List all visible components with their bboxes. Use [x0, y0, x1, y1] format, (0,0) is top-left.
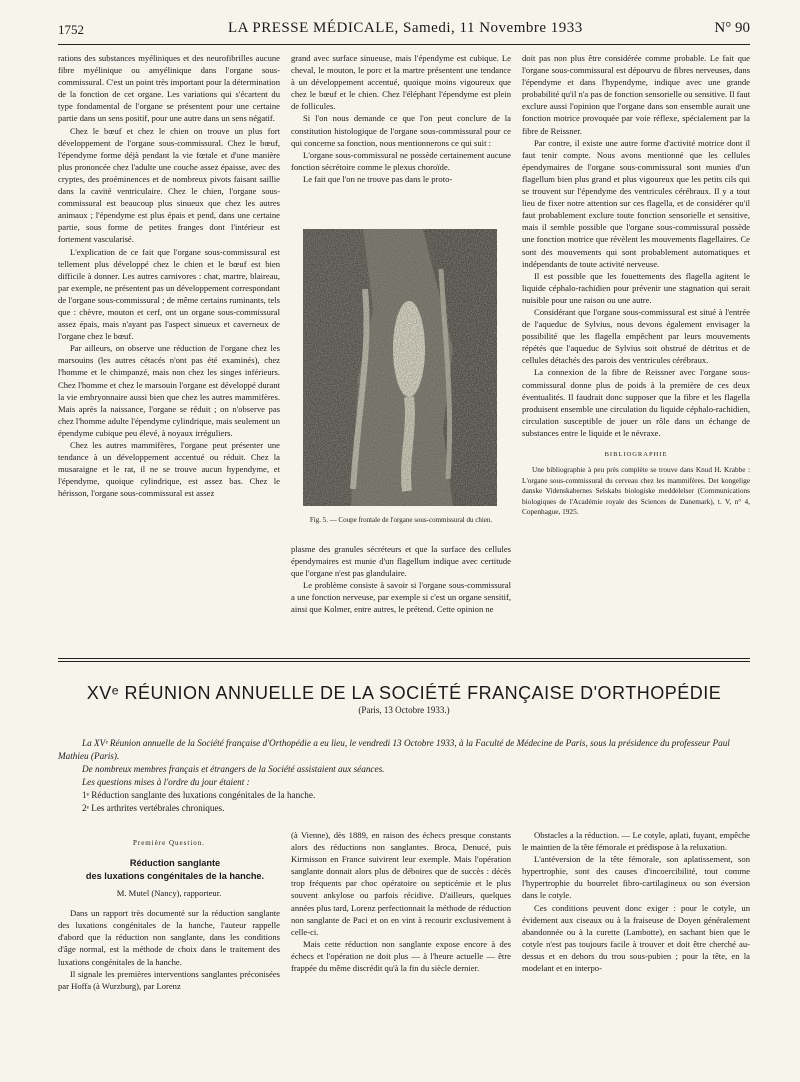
paragraph: L'organe sous-commissural ne possède certainement aucune fonction sécrétoire comme le plexus choroïde. [291, 149, 511, 172]
report-column-3 [522, 829, 750, 974]
paragraph: rations des substances myéliniques et des neurofibrilles aucune fibre myélinique ou amyélinique dans l'organe sous-commissural. C'est un point très important pour la détermination de la fonction de cet organe. Les variations qui s'écartent du type fondamental de l'organe se présentent pour une certaine partie dans un sens positif, pour une autre dans un sens négatif. [58, 53, 280, 124]
paragraph: Chez les autres mammifères, l'organe peut présenter une tendance à un développement accentué ou réduit. Chez la musaraigne et le rat, il ne se trouve aucun hypendyme, et l'épendyme, quoique cylindrique, est assez bas. Chez le hérisson, l'organe sous-commissural est assez [58, 440, 280, 499]
agenda-item: 1ᵉ Réduction sanglante des luxations congénitales de la hanche. [82, 790, 316, 800]
figure-caption: Fig. 5. — Coupe frontale de l'organe sous-commissural du chien. [309, 516, 493, 524]
report-title: Réduction sanglante [129, 858, 221, 869]
paragraph: Obstacles a la réduction. — Le cotyle, aplati, fuyant, empêche le maintien de la tête fémorale et prédispose à la reluxation. [522, 830, 750, 853]
report-column-1 [58, 837, 280, 992]
paragraph: Chez le bœuf et chez le chien on trouve un plus fort développement de l'organe sous-commissural. Chez le bœuf, l'épendyme forme déjà pendant la vie fœtale et d'une manière plus prononcée chez l'adulte une couche assez épaisse, avec des cryptes, des proéminences et de nombreux pivots faisant saillie dans la cavité ventriculaire. Chez le chien, l'organe sous-commissural est beaucoup plus sinueux que chez les autres animaux ; l'épendyme est plus épais et pend, dans une certaine partie, sous forme de petites franges dont l'intérieur est fortement vascularisé. [58, 125, 280, 245]
article-column-2-top [291, 52, 511, 185]
section-subtitle: (Paris, 13 Octobre 1933.) [358, 705, 450, 715]
paragraph: Par ailleurs, on observe une réduction de l'organe chez les marsouins (les autres cétacés n'ont pas été examinés), chez l'homme et le chimpanzé, mais non chez les singes inférieurs. Chez l'homme et chez le marsouin l'organe est développé durant la vie embryonnaire aussi bien que chez les autres mammifères. Mais après la naissance, l'organe se réduit ; on n'observe pas chez l'homme adulte l'épendyme cylindrique, mais seulement un épendyme cubique peu élevé, à noyaux irréguliers. [58, 343, 280, 438]
intro-paragraph: De nombreux membres français et étrangers de la Société assistaient aux séances. [82, 764, 385, 774]
paragraph: Considérant que l'organe sous-commissural est situé à l'entrée de l'aqueduc de Sylvius, nous devons également envisager la possibilité que les flagella empêchent par leurs mouvements répétés que l'aqueduc de Sylvius soit obstrué de détritus et de cellules détachés des parois des ventricules cérébraux. [522, 306, 750, 366]
paragraph: Par contre, il existe une autre forme d'activité motrice dont il faut tenir compte. Nous avons mentionné que les cellules épendymaires de l'organe sous-commissural sont munies d'un flagellum bien plus grand et plus vigoureux que les petits cils qui se trouvent sur l'épendyme des ventricules cérébraux. Il y a tout lieu de fixer notre attention sur ces flagella, et de considérer qu'il faut probablement exclure toute fonction sensorielle et sensitive, mais il semble possible que l'organe sous-commissural possède une fonction motrice que révèlent les mouvements flagellaires. Ce sont des mouvements qui sont probablement automatiques et indépendants de toute activité nerveuse. [522, 137, 750, 269]
intro-paragraph: La XVᵉ Réunion annuelle de la Société française d'Orthopédie a eu lieu, le vendredi 13 Octobre 1933, à la Faculté de Médecine de Paris, sous la présidence du professeur Paul Mathieu (Paris). [58, 738, 730, 761]
section-title: XVᵉ RÉUNION ANNUELLE DE LA SOCIÉTÉ FRANÇAISE D'ORTHOPÉDIE [86, 683, 722, 703]
paragraph: Ces conditions peuvent donc exiger : pour le cotyle, un évidement aux ciseaux ou à la fraiseuse de Doyen généralement abandonnée ou à la curette (Lambotte), en sachant bien que le cotyle n'est pas toujours facile à trouver et doit être cherché au-dessus et en dehors du trou sous-pubien ; pour la tête, en la modelant et en interpo- [522, 902, 750, 974]
section-rule [58, 658, 750, 659]
issue-date: Samedi, 11 Novembre 1933 [403, 20, 583, 36]
paragraph: La connexion de la fibre de Reissner avec l'organe sous-commissural donne plus de poids à la première de ces deux éventualités. Il faudrait donc supposer que la fibre et les flagella produisent ensemble une circulation du liquide céphalo-rachidien, circulation susceptible de jouer un rôle dans un échange de substances entre le liquide et le névraxe. [522, 367, 750, 438]
article-column-1 [58, 52, 280, 499]
paragraph: Dans un rapport très documenté sur la réduction sanglante des luxations congénitales de la hanche, l'auteur rappelle d'abord que la réduction non sanglante, dans les conditions d'âge normal, est la méthode de choix dans le traitement des luxations congénitales de la hanche. [58, 908, 280, 967]
page-number: 1752 [58, 22, 84, 37]
report-author: M. Mutel (Nancy), rapporteur. [116, 888, 222, 899]
paragraph: Si l'on nous demande ce que l'on peut conclure de la constitution histologique de l'organe sous-commissural pour ce qui concerne sa fonction, nous mentionnerons ce qui suit : [291, 113, 511, 148]
bibliography-heading: BIBLIOGRAPHIE [604, 451, 668, 458]
report-title: des luxations congénitales de la hanche. [85, 871, 265, 882]
header-rule [58, 44, 750, 45]
paragraph: grand avec surface sinueuse, mais l'épendyme est cubique. Le cheval, le mouton, le porc et la martre présentent une tendance à un développement accentué, quoique moins vigoureux que chez le bœuf et le chien. Chez l'éléphant l'épendyme est plein de follicules. [291, 53, 511, 112]
paragraph: Mais cette réduction non sanglante expose encore à des échecs et l'opération ne doit plus — à l'heure actuelle — être frappée du même discrédit qu'à la fin du siècle dernier. [291, 938, 511, 974]
bibliography [522, 465, 750, 518]
meeting-intro [58, 737, 750, 815]
paragraph: Il signale les premières interventions sanglantes préconisées par Hoffa (à Wurzburg), par Lorenz [58, 968, 280, 991]
paragraph: Il est possible que les fouettements des flagella agitent le liquide céphalo-rachidien pour prévenir une stagnation qui serait nuisible pour une raison ou une autre. [522, 270, 750, 305]
journal-title: LA PRESSE MÉDICALE, Samedi, 11 Novembre 1933 [228, 20, 583, 36]
section-rule-double [58, 661, 750, 662]
issue-number: N° 90 [714, 20, 750, 36]
histology-figure [303, 229, 497, 506]
paragraph: Le fait que l'on ne trouve pas dans le proto- [303, 173, 453, 184]
article-column-3 [522, 52, 750, 518]
paragraph: plasme des granules sécréteurs et que la surface des cellules épendymaires est munie d'un flagellum indique avec certitude que l'organe n'est pas glandulaire. [291, 544, 511, 579]
article-column-2-bottom [291, 543, 511, 616]
paragraph: L'explication de ce fait que l'organe sous-commissural est tellement plus développé chez le chien et le bœuf est bien difficile à donner. Les autres carnivores : chat, martre, blaireau, par exemple, ne présentent pas un développement correspondant de l'organe sous-commissural ; de même certains ruminants, tels que : chèvre, mouton et cerf, ont un organe sous-commissural assez épais, mais n'ayant pas l'aspect sinueux et caverneux de l'organe chez le bœuf. [58, 246, 280, 342]
paragraph: doit pas non plus être considérée comme probable. Le fait que l'organe sous-commissural est dépourvu de fibres nerveuses, dans l'épendyme et dans l'hypendyme, indique avec une grande probabilité qu'il n'a pas de fonction sensorielle ou sensitive. Il faut exclure aussi l'opinion que l'organe dans son ensemble aurait une fonction motrice provoquée par voie réflexe, spécialement par la fibre de Reissner. [522, 53, 750, 136]
page-header [58, 20, 750, 42]
report-column-2 [291, 829, 511, 974]
agenda-item: 2ᵉ Les arthrites vertébrales chroniques. [82, 803, 225, 813]
question-label: Première Question. [132, 839, 206, 847]
paragraph: (à Vienne), dès 1889, en raison des échecs presque constants alors des réductions non sanglantes. Broca, Denucé, puis Kirmisson en France suivirent leur exemple. Mais l'opération sanglante donnait alors plus de déboires que de succès : décès trop fréquents par choc opératoire ou septicémie et le plus souvent ankylose ou parfois récidive. D'ailleurs, quelques années plus tard, Lorenz perfectionnait la méthode de réduction non sanglante de Paci et on en vint à recourir exclusivement à celle-ci. [291, 830, 511, 937]
bibliography-text: Une bibliographie à peu près complète se trouve dans Knud H. Krabbe : L'organe sous-commissural du cerveau chez les mammifères. Det kongelige danske Videnskabernes Selskabs biologiske meddelelser (Communications biologiques de l'Académie royale des Sciences de Danemark), t. V, n° 4, Copenhague, 1925. [522, 465, 750, 517]
intro-paragraph: Les questions mises à l'ordre du jour étaient : [82, 777, 250, 787]
paragraph: L'antéversion de la tête fémorale, son aplatissement, son hypertrophie, sont des causes d'incoercibilité, tout comme l'hypertrophie du bourrelet fibro-cartilagineux ou son éversion dans le cotyle. [522, 854, 750, 901]
paragraph: Le problème consiste à savoir si l'organe sous-commissural a une fonction nerveuse, par exemple si c'est un organe sensitif, ainsi que Kolmer, entre autres, le prétend. Cette opinion ne [291, 580, 511, 615]
